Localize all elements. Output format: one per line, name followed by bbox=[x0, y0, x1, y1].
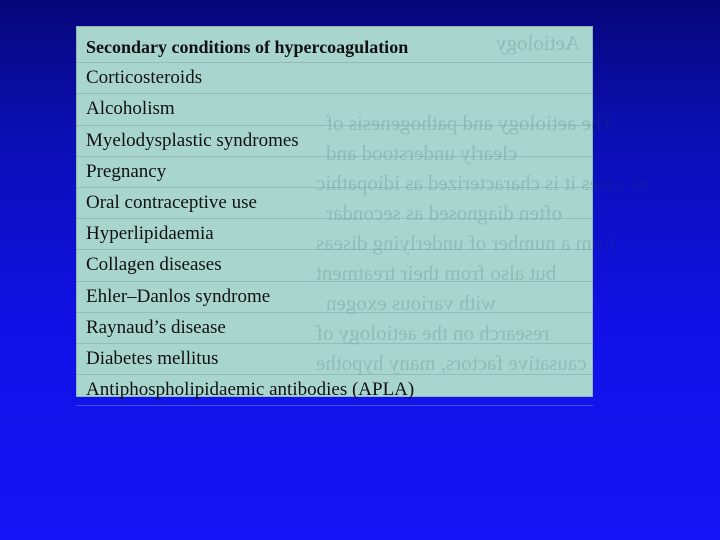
conditions-table bbox=[76, 32, 593, 406]
scanned-table-image bbox=[76, 26, 649, 401]
show-through-text: Aetiology The aetiology and pathogenesis of clearly understood and of cases it is characterized as idiopathic often diagnosed as secondar from a number of underlying diseas but also from their treatment with various exogen research on the aetiology of causative factors, many hypothe bbox=[316, 31, 649, 375]
table-row: Pregnancy bbox=[76, 157, 593, 188]
table-row: Collagen diseases bbox=[76, 250, 593, 281]
table-row: Raynaud’s disease bbox=[76, 313, 593, 344]
table-title: Secondary conditions of hypercoagulation bbox=[76, 32, 593, 63]
table-row: Diabetes mellitus bbox=[76, 344, 593, 375]
table-row: Hyperlipidaemia bbox=[76, 219, 593, 250]
table-row: Corticosteroids bbox=[76, 63, 593, 94]
table-row: Ehler–Danlos syndrome bbox=[76, 282, 593, 313]
table-row: Alcoholism bbox=[76, 94, 593, 125]
table-row: Oral contraceptive use bbox=[76, 188, 593, 219]
table-row: Antiphospholipidaemic antibodies (APLA) bbox=[76, 375, 593, 406]
table-row: Myelodysplastic syndromes bbox=[76, 126, 593, 157]
